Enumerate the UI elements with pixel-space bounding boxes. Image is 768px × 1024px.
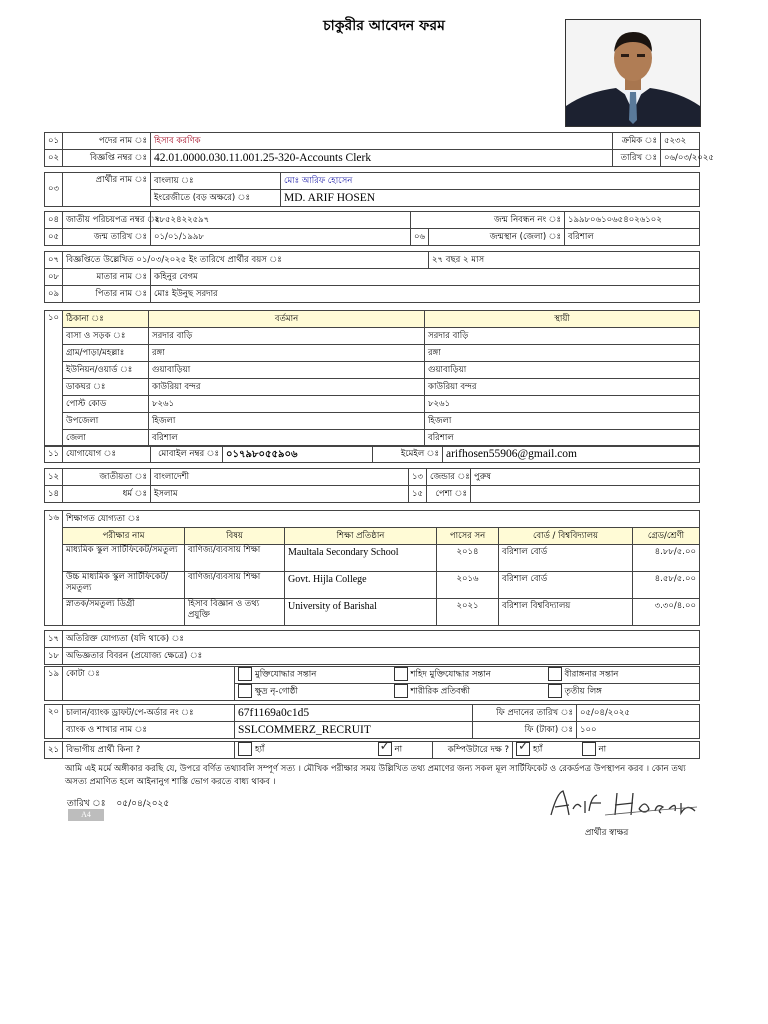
check-mark-icon: ✓	[518, 739, 529, 755]
present-address-value: কাউরিয়া বন্দর	[149, 379, 425, 396]
present-address-value: গুয়াবাড়িয়া	[149, 362, 425, 379]
permanent-address-value: রঙ্গা	[425, 345, 700, 362]
departmental-yes-label: হ্যাঁ	[255, 744, 265, 755]
personal-info-section	[44, 468, 700, 503]
row-number: ০১	[45, 133, 63, 150]
mother-name-value: কহিনুর বেগম	[151, 269, 700, 286]
fee-value: ১০০	[577, 722, 700, 739]
name-bangla-value: মোঃ আরিফ হোসেন	[281, 173, 700, 190]
exam-grade: ৪.৫৮/৫.০০	[633, 572, 700, 599]
present-address-value: বরিশাল	[149, 430, 425, 447]
payment-section	[44, 704, 700, 739]
present-address-value: হিজলা	[149, 413, 425, 430]
bank-value: SSLCOMMERZ_RECRUIT	[235, 722, 473, 739]
fee-label: ফি (টাকা) ঃ	[473, 722, 577, 739]
row-number: ২০	[45, 705, 63, 739]
applicant-name-section	[44, 172, 700, 207]
address-row	[45, 413, 700, 430]
row-number: ১০	[45, 311, 63, 447]
email-value: arifhosen55906@gmail.com	[443, 446, 700, 463]
additional-section	[44, 630, 700, 665]
quota-option-label: তৃতীয় লিঙ্গ	[564, 686, 602, 697]
exam-year: ২০১৬	[437, 572, 499, 599]
dob-label: জন্ম তারিখ ঃ	[63, 229, 151, 246]
address-field-label: ডাকঘর ঃ	[63, 379, 149, 396]
religion-label: ধর্ম ঃ	[63, 486, 151, 503]
education-row	[45, 545, 700, 572]
address-section	[44, 310, 700, 447]
education-header: বোর্ড / বিশ্ববিদ্যালয়	[499, 528, 633, 545]
exam-subject: বাণিজ্য/ব্যবসায় শিক্ষা	[185, 572, 285, 599]
experience-label: অভিজ্ঞতার বিবরন (প্রযোজ্য ক্ষেত্রে) ঃ	[63, 648, 700, 665]
education-section	[44, 510, 700, 626]
applicant-name-label: প্রার্থীর নাম ঃ	[63, 173, 151, 207]
education-row	[45, 572, 700, 599]
nationality-value: বাংলাদেশী	[151, 469, 409, 486]
permanent-address-value: ৮২৬১	[425, 396, 700, 413]
circular-number-label: বিজ্ঞপ্তি নম্বর ঃ	[63, 150, 151, 167]
permanent-address-value: সরদার বাড়ি	[425, 328, 700, 345]
present-address-value: সরদার বাড়ি	[149, 328, 425, 345]
identity-section	[44, 211, 700, 246]
quota-checkbox[interactable]	[394, 684, 408, 698]
row-number: ০৮	[45, 269, 63, 286]
exam-board: বরিশাল বিশ্ববিদ্যালয়	[499, 599, 633, 626]
address-field-label: জেলা	[63, 430, 149, 447]
exam-year: ২০২১	[437, 599, 499, 626]
father-name-value: মোঃ ইউনুছ সরদার	[151, 286, 700, 303]
paper-size-badge: A4	[68, 809, 104, 821]
applicant-photo	[565, 19, 701, 127]
exam-subject: হিসাব বিজ্ঞান ও তথ্য প্রযুক্তি	[185, 599, 285, 626]
row-number: ১৪	[45, 486, 63, 503]
row-number: ০২	[45, 150, 63, 167]
exam-grade: ৪.৮৮/৫.০০	[633, 545, 700, 572]
departmental-section	[44, 741, 700, 759]
circular-number-value: 42.01.0000.030.11.001.25-320-Accounts Clerk	[151, 150, 613, 167]
exam-name: উচ্চ মাধ্যমিক স্কুল সার্টিফিকেট/সমতুল্য	[63, 572, 185, 599]
address-field-label: উপজেলা	[63, 413, 149, 430]
occupation-label: পেশা ঃ	[427, 486, 471, 503]
exam-subject: বাণিজ্য/ব্যবসায় শিক্ষা	[185, 545, 285, 572]
bank-label: ব্যাংক ও শাখার নাম ঃ	[63, 722, 235, 739]
exam-institution: Govt. Hijla College	[285, 572, 437, 599]
quota-option-label: মুক্তিযোদ্ধার সন্তান	[255, 669, 317, 680]
computer-yes-checkbox[interactable]	[516, 739, 530, 756]
gender-label: জেন্ডার ঃ	[427, 469, 471, 486]
row-number: ০৩	[45, 173, 63, 207]
exam-board: বরিশাল বোর্ড	[499, 572, 633, 599]
address-row	[45, 328, 700, 345]
birthplace-label: জন্মস্থান (জেলা) ঃ	[429, 229, 565, 246]
row-number: ০৫	[45, 229, 63, 246]
row-number: ১৬	[45, 511, 63, 626]
exam-grade: ৩.৩০/৪.০০	[633, 599, 700, 626]
row-number: ১৯	[45, 667, 63, 701]
address-row	[45, 396, 700, 413]
age-label: বিজ্ঞপ্তিতে উল্লেখিত ০১/০৩/২০২৫ ইং তারিখে প্রার্থীর বয়স ঃ	[63, 252, 429, 269]
exam-name: স্নাতক/সমতুল্য ডিগ্রী	[63, 599, 185, 626]
name-bangla-label: বাংলায় ঃ	[151, 173, 281, 190]
occupation-value	[471, 486, 700, 503]
post-section	[44, 132, 714, 167]
permanent-address-value: গুয়াবাড়িয়া	[425, 362, 700, 379]
exam-board: বরিশাল বোর্ড	[499, 545, 633, 572]
computer-skill-label: কম্পিউটারে দক্ষ ?	[433, 742, 513, 759]
row-number: ২১	[45, 742, 63, 759]
permanent-address-header: স্থায়ী	[425, 311, 700, 328]
education-header: পাসের সন	[437, 528, 499, 545]
applicant-signature	[545, 785, 705, 823]
birth-registration-label: জন্ম নিবন্ধন নং ঃ	[411, 212, 565, 229]
signing-date-value: ০৫/০৪/২০২৫	[116, 799, 170, 809]
quota-checkbox[interactable]	[238, 684, 252, 698]
serial-value: ৫২৩২	[661, 133, 700, 150]
exam-institution: University of Barishal	[285, 599, 437, 626]
address-field-label: ইউনিয়ন/ওয়ার্ড ঃ	[63, 362, 149, 379]
religion-value: ইসলাম	[151, 486, 409, 503]
father-name-label: পিতার নাম ঃ	[63, 286, 151, 303]
circular-date-value: ০৬/০৩/২০২৫	[661, 150, 700, 167]
permanent-address-value: হিজলা	[425, 413, 700, 430]
nid-value: ২৮৫২৪২২৫৯৭	[151, 212, 411, 229]
address-field-label: গ্রাম/পাড়া/মহল্লাঃ	[63, 345, 149, 362]
mother-name-label: মাতার নাম ঃ	[63, 269, 151, 286]
applicant-photo-image	[566, 20, 700, 126]
quota-option-label: শহিদ মুক্তিযোদ্ধার সন্তান	[410, 669, 491, 680]
education-label: শিক্ষাগত যোগ্যতা ঃ	[63, 511, 700, 528]
circular-date-label: তারিখ ঃ	[613, 150, 661, 167]
address-row	[45, 430, 700, 447]
quota-checkbox[interactable]	[394, 667, 408, 681]
computer-no-checkbox[interactable]	[582, 742, 596, 756]
departmental-yes-checkbox[interactable]	[238, 742, 252, 756]
birth-registration-value: ১৯৯৮০৬১০৬৫৪০২৬১০২	[565, 212, 700, 229]
exam-year: ২০১৪	[437, 545, 499, 572]
row-number: ১২	[45, 469, 63, 486]
row-number: ০৯	[45, 286, 63, 303]
computer-no-label: না	[598, 744, 607, 755]
exam-institution: Maultala Secondary School	[285, 545, 437, 572]
contact-section	[44, 445, 700, 463]
signature-image	[545, 785, 705, 823]
declaration-text: আমি এই মর্মে অঙ্গীকার করছি যে, উপরে বর্ণিত তথ্যাবলি সম্পূর্ণ সত্য । মৌখিক পরীক্ষার সময় উল্লিখিত তথ্য প্রমাণের জন্য সকল মূল সার্টিফিকেট ও রেকর্ডপত্র উপস্থাপন করব । কোন তথ্য অসত্য প্রমাণিত হলে আইনানুগ শাস্তি ভোগ করতে বাধ্য থাকব ।	[65, 764, 686, 787]
row-number: ১৮	[45, 648, 63, 665]
name-english-label: ইংরেজীতে (বড় অক্ষরে) ঃ	[151, 190, 281, 207]
payment-date-value: ০৫/০৪/২০২৫	[577, 705, 700, 722]
address-row	[45, 362, 700, 379]
signing-date-label: তারিখ ঃ	[67, 799, 106, 809]
form-title: চাকুরীর আবেদন ফরম	[323, 18, 445, 34]
gender-value: পুরুষ	[471, 469, 700, 486]
payment-number-label: চালান/ব্যাংক ড্রাফট/পে-অর্ডার নং ঃ	[63, 705, 235, 722]
address-row	[45, 345, 700, 362]
contact-label: যোগাযোগ ঃ	[63, 446, 151, 463]
present-address-value: রঙ্গা	[149, 345, 425, 362]
departmental-no-checkbox[interactable]	[378, 739, 392, 756]
check-mark-icon: ✓	[379, 739, 391, 755]
quota-checkbox[interactable]	[238, 667, 252, 681]
birthplace-value: বরিশাল	[565, 229, 700, 246]
education-header: বিষয়	[185, 528, 285, 545]
age-value: ২৭ বছর ২ মাস	[429, 252, 700, 269]
row-number: ১১	[45, 446, 63, 463]
education-header: পরীক্ষার নাম	[63, 528, 185, 545]
row-number: ১৫	[409, 486, 427, 503]
exam-name: মাধ্যমিক স্কুল সার্টিফিকেট/সমতুল্য	[63, 545, 185, 572]
education-header: শিক্ষা প্রতিষ্ঠান	[285, 528, 437, 545]
row-number: ১৩	[409, 469, 427, 486]
payment-number-value: 67f1169a0c1d5	[235, 705, 473, 722]
nid-label: জাতীয় পরিচয়পত্র নম্বর ঃ	[63, 212, 151, 229]
quota-checkbox[interactable]	[548, 684, 562, 698]
signature-label: প্রার্থীর স্বাক্ষর	[585, 828, 629, 838]
address-label: ঠিকানা ঃ	[63, 311, 149, 328]
name-english-value: MD. ARIF HOSEN	[281, 190, 700, 207]
payment-date-label: ফি প্রদানের তারিখ ঃ	[473, 705, 577, 722]
mobile-value: ০১৭৯৮০৫৫৯০৬	[223, 446, 373, 463]
quota-option-label: ক্ষুদ্র নৃ-গোষ্ঠী	[255, 686, 298, 697]
permanent-address-value: কাউরিয়া বন্দর	[425, 379, 700, 396]
departmental-no-label: না	[394, 744, 403, 755]
quota-checkbox[interactable]	[548, 667, 562, 681]
post-name-value: হিসাব করণিক	[151, 133, 613, 150]
quota-option-label: শারীরিক প্রতিবন্ধী	[410, 686, 470, 697]
post-name-label: পদের নাম ঃ	[63, 133, 151, 150]
present-address-header: বর্তমান	[149, 311, 425, 328]
row-number: ০৪	[45, 212, 63, 229]
computer-yes-label: হ্যাঁ	[533, 744, 543, 755]
age-parents-section	[44, 251, 700, 303]
address-field-label: বাসা ও সড়ক ঃ	[63, 328, 149, 345]
serial-label: ক্রমিক ঃ	[613, 133, 661, 150]
departmental-label: বিভাগীয় প্রার্থী কিনা ?	[63, 742, 235, 759]
quota-option-label: বীরাঙ্গনার সন্তান	[564, 669, 619, 680]
additional-qualification-label: অতিরিক্ত যোগ্যতা (যদি থাকে) ঃ	[63, 631, 700, 648]
mobile-label: মোবাইল নম্বর ঃ	[151, 446, 223, 463]
quota-section	[44, 666, 700, 701]
permanent-address-value: বরিশাল	[425, 430, 700, 447]
education-header: গ্রেড/শ্রেণী	[633, 528, 700, 545]
education-row	[45, 599, 700, 626]
dob-value: ০১/০১/১৯৯৮	[151, 229, 411, 246]
row-number: ০৬	[411, 229, 429, 246]
email-label: ইমেইল ঃ	[373, 446, 443, 463]
quota-label: কোটা ঃ	[63, 667, 235, 701]
nationality-label: জাতীয়তা ঃ	[63, 469, 151, 486]
present-address-value: ৮২৬১	[149, 396, 425, 413]
address-field-label: পোস্ট কোড	[63, 396, 149, 413]
address-row	[45, 379, 700, 396]
row-number: ১৭	[45, 631, 63, 648]
row-number: ০৭	[45, 252, 63, 269]
